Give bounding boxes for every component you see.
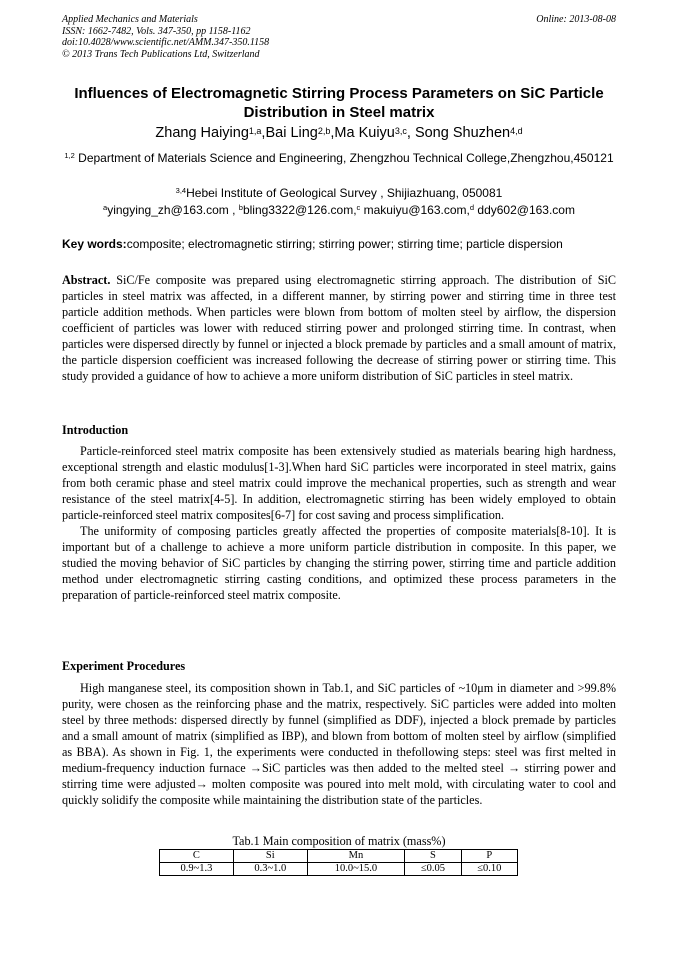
- email-sup: c: [356, 203, 361, 212]
- online-date: Online: 2013-08-08: [536, 14, 616, 25]
- experiment-body: [62, 680, 616, 808]
- email: makuiyu@163.com,: [363, 203, 470, 217]
- abstract-label: Abstract.: [62, 273, 111, 287]
- author-sup: 2,b: [317, 126, 331, 136]
- abstract-text: SiC/Fe composite was prepared using electromagnetic stirring approach. The distribution of SiC particles in steel matrix was affected, in a different manner, by stirring power and stirring time in three test particle addition methods. When particles were blown from bottom of molten steel by airflow, the dispersion coefficient of particles was lower with reduced stirring power and prolonged stirring time. In contrast, when particles were dispersed directly by funnel or injected a block premade by particles and a small amount of matrix, the particle dispersion coefficient was increased following the decrease of stirring power or stirring time. This study provided a guidance of how to achieve a more uniform distribution of SiC particles in steel matrix.: [62, 273, 617, 383]
- introduction-heading: Introduction: [62, 423, 129, 437]
- table-cell: 0.9~1.3: [160, 863, 234, 876]
- author-sup: 1,a: [248, 126, 262, 136]
- table-cell: 10.0~15.0: [307, 863, 404, 876]
- affiliation: [62, 150, 616, 166]
- paragraph: High manganese steel, its composition shown in Tab.1, and SiC particles of ~10μm in diameter and >99.8% purity, were chosen as the reinforcing phase and the matrix, respectively. SiC particles were added into molten steel by three methods: dispersed directly by funnel (simplified as DDF), injected a block premade by particles and a small amount of matrix (simplified as IBP), and blown from bottom of molten steel by airflow (simplified as BBA). As shown in Fig. 1, the experiments were conducted in thefollowing steps: steel was first melted in medium-frequency induction furnace →SiC particles was then added to the melted steel → stirring power and stirring time were adjusted→ molten composite was poured into melt mold, with circulating water to cool and quickly solidify the composite while maintaining the distribution state of the particles.: [62, 681, 616, 807]
- table-header-cell: P: [461, 850, 517, 863]
- table-header-cell: C: [160, 850, 234, 863]
- author-name: Song Shuzhen: [414, 125, 511, 141]
- table-header-cell: S: [405, 850, 461, 863]
- abstract: [62, 272, 616, 384]
- author-name: Zhang Haiying: [155, 125, 249, 141]
- table-cell: ≤0.05: [405, 863, 461, 876]
- paragraph: Particle-reinforced steel matrix composite has been extensively studied as materials bearing high hardness, exceptional strength and elastic modulus[1-3].When hard SiC particles were incorporated in steel matrix, gains from both ceramic phase and steel matrix could improve the mechanical properties, such as strength and wear resistance of the steel matrix[4-5]. In addition, electromagnetic stirring has been widely employed to obtain particle-reinforced steel matrix composites[6-7] for cost saving and process simplification.: [62, 444, 616, 522]
- table-caption: Tab.1 Main composition of matrix (mass%): [232, 834, 446, 848]
- email: yingying_zh@163.com ,: [107, 203, 236, 217]
- table-cell: ≤0.10: [461, 863, 517, 876]
- affiliation-sup: 3,4: [175, 186, 187, 195]
- affiliation: [62, 185, 616, 201]
- email-sup: d: [469, 203, 475, 212]
- introduction-body: [62, 443, 616, 603]
- table-header-cell: Mn: [307, 850, 404, 863]
- journal-header: [62, 14, 616, 60]
- email-list: [62, 202, 616, 218]
- paragraph: The uniformity of composing particles greatly affected the properties of composite materials[8-10]. It is important but of a challenge to achieve a more uniform particle distribution in composite. In this paper, we studied the moving behavior of SiC particles by changing the stirring power, stirring time and particle addition method under electromagnetic stirring casting conditions, and optimized these process parameters in the preparation of particle-reinforced steel matrix composite.: [62, 524, 616, 602]
- keywords-text: composite; electromagnetic stirring; stirring power; stirring time; particle dispersion: [126, 237, 563, 251]
- affiliation-sup: 1,2: [64, 151, 75, 160]
- email-sup: a: [103, 203, 108, 212]
- author-sup: 4,d: [510, 126, 523, 136]
- email: bling3322@126.com,: [242, 203, 357, 217]
- keywords-label: Key words:: [62, 237, 127, 251]
- keywords: [62, 236, 622, 252]
- email: ddy602@163.com: [477, 203, 575, 217]
- journal-info: [62, 14, 269, 60]
- paper-title: Influences of Electromagnetic Stirring Process Parameters on SiC Particle Distribution in Steel matrix: [74, 85, 604, 121]
- experiment-heading: Experiment Procedures: [62, 659, 186, 673]
- copyright: © 2013 Trans Tech Publications Ltd, Switzerland: [62, 48, 260, 60]
- author-name: Ma Kuiyu: [334, 125, 395, 141]
- journal-name: Applied Mechanics and Materials: [62, 14, 198, 25]
- author-name: Bai Ling: [265, 125, 318, 141]
- issn: ISSN: 1662-7482, Vols. 347-350, pp 1158-1162: [62, 25, 251, 37]
- table-cell: 0.3~1.0: [233, 863, 307, 876]
- affiliation-text: Hebei Institute of Geological Survey , Shijiazhuang, 050081: [186, 186, 503, 200]
- table-row: [160, 863, 518, 876]
- composition-table: [159, 849, 518, 876]
- email-sup: b: [238, 203, 243, 212]
- author-sup: 3,c: [394, 126, 407, 136]
- doi: doi:10.4028/www.scientific.net/AMM.347-350.1158: [62, 37, 270, 48]
- affiliation-text: Department of Materials Science and Engineering, Zhengzhou Technical College,Zhengzhou,450121: [78, 151, 614, 165]
- table-header-cell: Si: [233, 850, 307, 863]
- table-header-row: [160, 850, 518, 863]
- author-list: Zhang Haiying$^{1,a}$,Bai Ling$^{2,b}$,Ma Kuiyu$^{3,c}$, Song Shuzhen$^{4,d}$: [155, 125, 523, 141]
